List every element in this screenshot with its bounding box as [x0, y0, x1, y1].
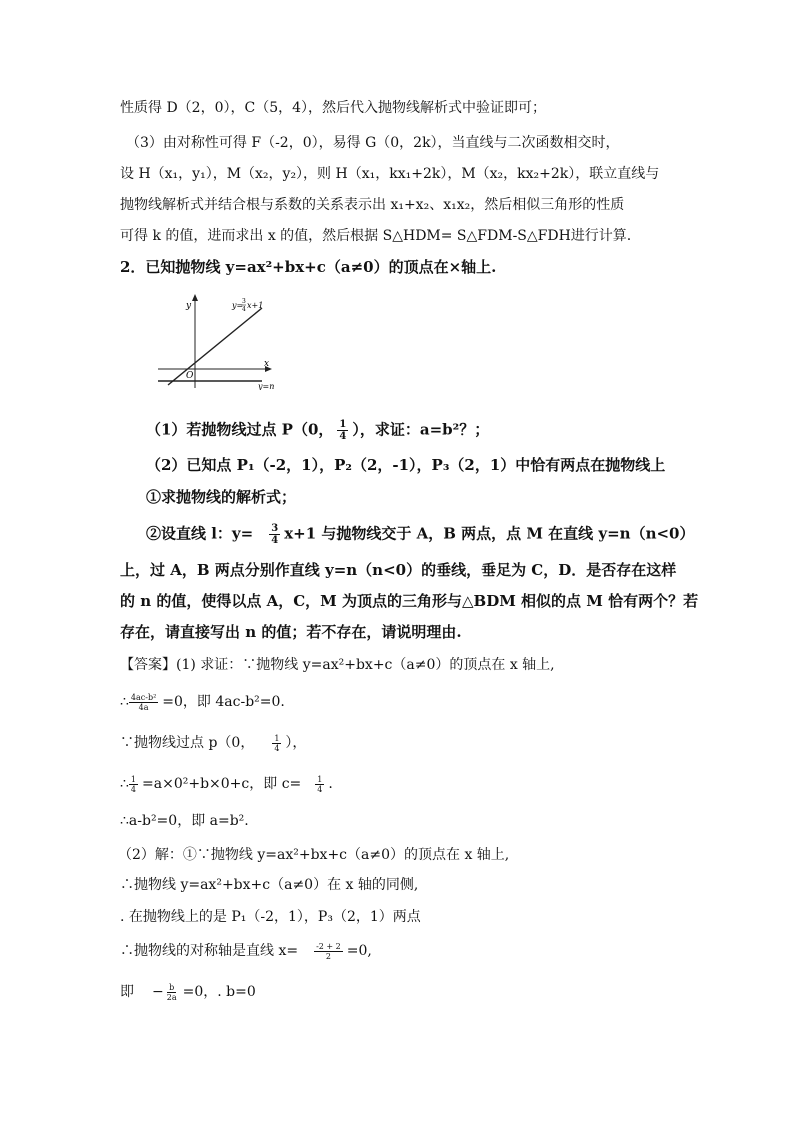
fraction-den: 4a: [138, 702, 149, 712]
fraction-one-quarter: [272, 734, 281, 753]
analysis-line-5: 可得 k 的值，进而求出 x 的值，然后根据 S△HDM= S△FDM-S△FDH进行计算.: [120, 228, 632, 244]
question-2-part-2-ii: [146, 523, 695, 546]
question-2-part-2-ii-line-2: 上，过 A，B 两点分别作直线 y=n（n<0）的垂线，垂足为 C，D．是否存在这样: [120, 561, 677, 579]
answer-line-3: [120, 733, 306, 753]
figure-line-label-rest: x+1: [247, 301, 264, 310]
question-2-part-2-i: ①求抛物线的解析式；: [146, 488, 297, 506]
figure-line-label-den: 4: [242, 306, 246, 313]
figure-axis-x: x: [264, 359, 270, 369]
part1-pre: （1）若抛物线过点 P（0，: [146, 420, 334, 439]
fraction-num: b: [169, 982, 175, 992]
a9-post: =0,: [346, 943, 372, 959]
fraction-three-quarters: [269, 523, 280, 546]
a3-post: ），: [285, 735, 307, 751]
analysis-line-2: （3）由对称性可得 F（-2，0），易得 G（0，2k），当直线与二次函数相交时，: [126, 135, 620, 151]
a4-mid: =a×0²+b×0+c，即 c=: [142, 776, 302, 792]
fraction-num: 1: [130, 774, 137, 784]
part2-ii-post: x+1 与抛物线交于 A，B 两点，点 M 在直线 y=n（n<0）: [284, 524, 695, 543]
analysis-line-1: 性质得 D（2，0），C（5，4），然后代入抛物线解析式中验证即可；: [120, 100, 547, 116]
a9-pre: ∴抛物线的对称轴是直线 x=: [120, 943, 299, 959]
a3-pre: ∵抛物线过点 p（0，: [120, 735, 255, 751]
fraction-sym: [165, 983, 179, 1002]
figure-line-label-y: y=: [232, 301, 244, 310]
fraction-one-quarter: [337, 419, 348, 442]
answer-line-6: （2）解：①∵抛物线 y=ax²+bx+c（a≠0）的顶点在 x 轴上,: [118, 847, 510, 863]
question-2-part-2: （2）已知点 P₁（-2，1），P₂（2，-1），P₃（2，1）中恰有两点在抛物线上: [146, 456, 666, 474]
a10-post: =0，. b=0: [182, 984, 256, 1000]
question-2-stem: 2．已知抛物线 y=ax²+bx+c（a≠0）的顶点在×轴上.: [120, 258, 497, 276]
fraction-num: -2 + 2: [316, 941, 341, 951]
fraction-den: 2a: [166, 992, 177, 1002]
fraction-den: 4: [317, 784, 323, 794]
a2-post: =0，即 4ac-b²=0.: [162, 694, 285, 710]
fraction-den: 4: [339, 431, 347, 442]
question-2-part-2-ii-line-4: 存在，请直接写出 n 的值；若不存在，请说明理由.: [120, 623, 462, 641]
fraction-num: 3: [271, 523, 279, 534]
figure-origin: O: [186, 371, 194, 381]
figure-line-label-num: 3: [242, 298, 246, 305]
fraction-num: 4ac-b²: [130, 692, 157, 702]
question-2-part-2-ii-line-3: 的 n 的值，使得以点 A，C，M 为顶点的三角形与△BDM 相似的点 M 恰有两个？若: [120, 592, 699, 610]
a10-pre: 即: [120, 984, 134, 1000]
a4-post: .: [328, 776, 333, 792]
answer-line-10: [120, 982, 256, 1002]
figure-axis-y: y: [186, 301, 192, 311]
fraction-num: 1: [274, 733, 280, 743]
fraction-one-quarter: [129, 775, 138, 794]
fraction-axis: [314, 942, 343, 961]
fraction-one-quarter: [315, 775, 324, 794]
fraction-den: 4: [274, 743, 280, 753]
line-graph-figure: [150, 290, 280, 390]
answer-line-9: [120, 941, 372, 961]
fraction-num: 1: [339, 419, 347, 430]
a4-pre: ∴: [120, 776, 129, 792]
fraction-num: 1: [317, 774, 323, 784]
analysis-line-4: 抛物线解析式并结合根与系数的关系表示出 x₁+x₂、x₁x₂，然后相似三角形的性质: [120, 197, 625, 213]
answer-line-8: . 在抛物线上的是 P₁（-2，1），P₃（2，1）两点: [120, 909, 421, 925]
fraction-den: 4: [130, 784, 137, 794]
answer-line-7: ∴抛物线 y=ax²+bx+c（a≠0）在 x 轴的同侧,: [120, 877, 419, 893]
answer-line-4: [120, 774, 333, 794]
part1-post: ），求证：a=b²？；: [352, 420, 490, 439]
question-2-part-1: [146, 419, 489, 442]
fraction-den: 2: [325, 951, 331, 961]
answer-line-1: 【答案】(1) 求证：∵抛物线 y=ax²+bx+c（a≠0）的顶点在 x 轴上,: [120, 657, 555, 673]
minus-sign: −: [152, 984, 164, 1000]
fraction-vertex: [129, 693, 158, 712]
answer-line-5: ∴a-b²=0，即 a=b².: [120, 813, 249, 829]
part2-ii-pre: ②设直线 l：y=: [146, 524, 254, 543]
answer-line-2: [120, 692, 285, 712]
figure-hline-label: y=n: [258, 382, 275, 390]
fraction-den: 4: [271, 535, 279, 546]
analysis-line-3: 设 H（x₁，y₁），M（x₂，y₂），则 H（x₁，kx₁+2k），M（x₂，kx₂+2k），联立直线与: [120, 166, 660, 182]
a2-pre: ∴: [120, 694, 129, 710]
